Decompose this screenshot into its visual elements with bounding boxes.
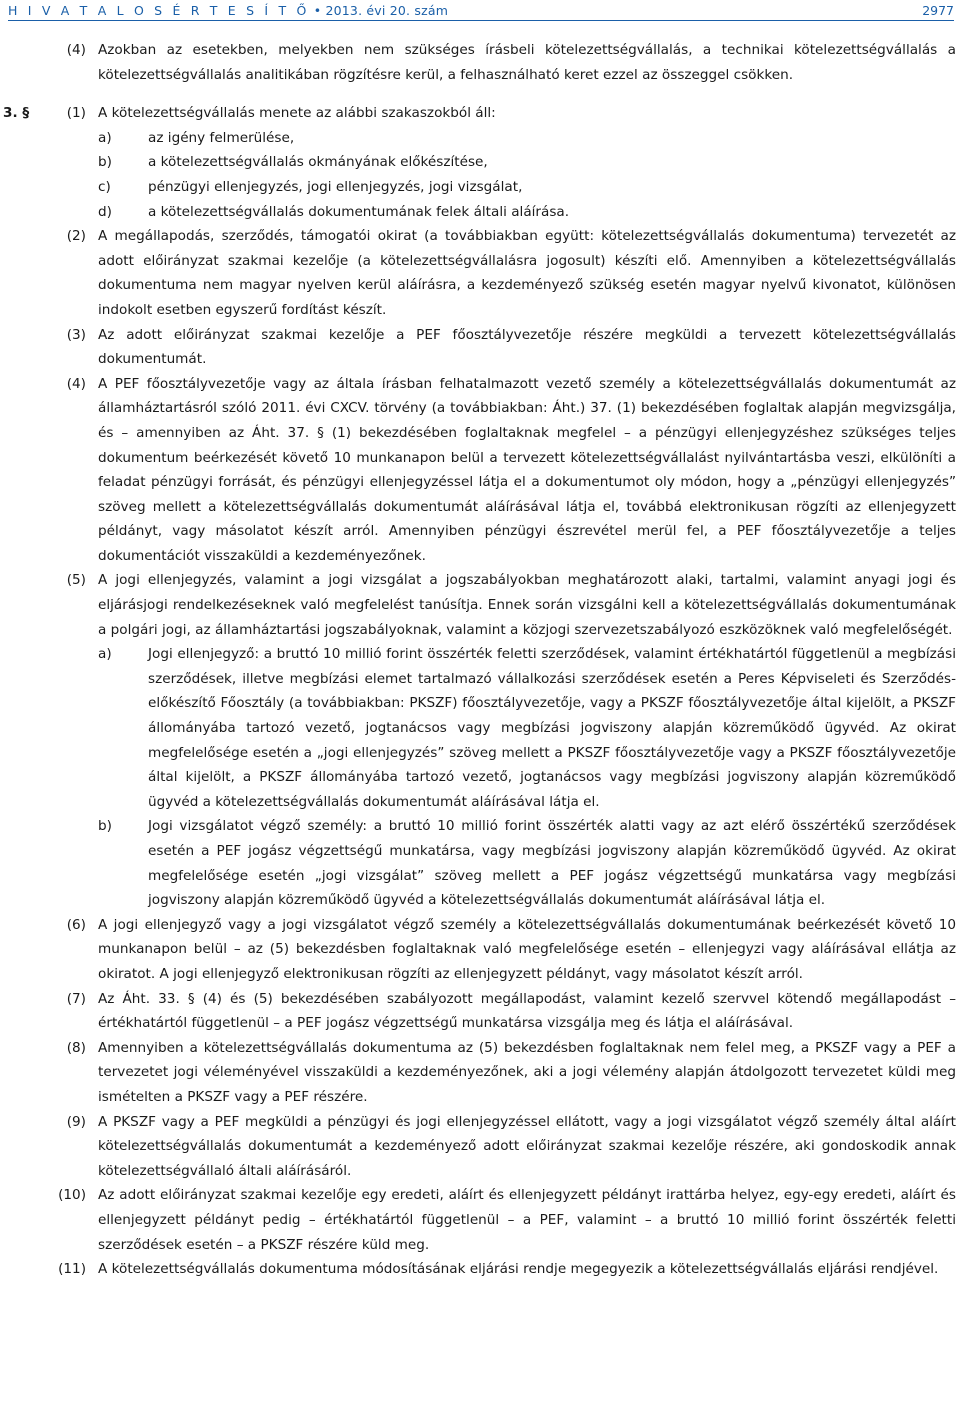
paragraph-text: Azokban az esetekben, melyekben nem szükséges írásbeli kötelezettségvállalás, a technikai kötelezettségvállalás a kötelezettségvállalás analitikában rögzítésre kerül, a felhasználható keret ezzel az összeggel csökken. <box>98 42 956 83</box>
paragraph-text: A kötelezettségvállalás dokumentuma módosításának eljárási rendje megegyezik a kötelezettségvállalás eljárási rendjével. <box>98 1261 939 1278</box>
section-3-paragraph-2 <box>0 224 960 322</box>
paragraph-text: Az Áht. 33. § (4) és (5) bekezdésében szabályozott megállapodást, valamint kezelő szervvel kötendő megállapodást – értékhatártól függetlenül – a PEF jogász végzettségű munkatársa vizsgálja meg és látja el aláírásával. <box>98 990 956 1032</box>
item-text: a kötelezettségvállalás dokumentumának felek általi aláírása. <box>148 203 570 220</box>
paragraph-number: (11) <box>58 1261 86 1278</box>
list-item <box>0 642 960 814</box>
list-item <box>0 126 960 151</box>
paragraph-number: (5) <box>66 572 86 589</box>
section-3-paragraph-6 <box>0 913 960 987</box>
paragraph-text: Az adott előirányzat szakmai kezelője a PEF főosztályvezetője részére megküldi a tervezett kötelezettségvállalás dokumentumát. <box>98 326 956 368</box>
list-item <box>0 200 960 225</box>
document-body <box>0 38 960 1282</box>
running-header <box>0 0 960 22</box>
item-label: b) <box>98 818 112 835</box>
paragraph-number: (3) <box>66 326 86 343</box>
item-text: az igény felmerülése, <box>148 129 295 146</box>
paragraph-number: (2) <box>66 228 86 245</box>
section-label: 3. § <box>3 105 30 122</box>
paragraph-number: (1) <box>66 105 86 122</box>
item-text: Jogi ellenjegyző: a bruttó 10 millió forint összérték feletti szerződések, valamint értékhatártól függetlenül a megbízási szerződések, illetve megbízási elemet tartalmazó vállalkozási szerződések esetén a Peres Képviseleti és Szerződés-előkészítő Főosztály (a továbbiakban: PKSZF) főosztályvezetője, vagy a PKSZF főosztályvezetője által kijelölt, a PKSZF állományába tartozó vezető, jogtanácsos vagy megbízási jogviszony alapján közreműködő ügyvéd. Az okirat megfelelősége esetén a „jogi ellenjegyzés” szöveg mellett a PKSZF főosztályvezetője vagy a PKSZF főosztályvezetője által kijelölt, a PKSZF állományába tartozó vezető, jogtanácsos vagy megbízási jogviszony alapján közreműködő ügyvéd a kötelezettségvállalás dokumentumát aláírásával látja el. <box>148 646 956 810</box>
page-number: 2977 <box>922 3 954 18</box>
item-label: c) <box>98 178 111 195</box>
item-label: a) <box>98 646 112 663</box>
paragraph-text: Az adott előirányzat szakmai kezelője egy eredeti, aláírt és ellenjegyzett példányt irattárba helyez, egy-egy eredeti, aláírt és ellenjegyzett példányt pedig – értékhatártól függetlenül – a PEF, valamint – a bruttó 10 millió forint összérték feletti szerződések esetén – a PKSZF részére küld meg. <box>98 1187 956 1253</box>
section-3-paragraph-9 <box>0 1110 960 1184</box>
paragraph-text: A jogi ellenjegyzés, valamint a jogi vizsgálat a jogszabályokban meghatározott alaki, tartalmi, valamint anyagi jogi és eljárásjogi rendelkezéseknek való megfelelést tanúsítja. Ennek során vizsgálni kell a kötelezettségvállalás dokumentumának a polgári jogi, az államháztartási jogszabályoknak, valamint a közjogi szervezetszabályozó eszközöknek való megfelelőségét. <box>98 572 956 638</box>
item-text: Jogi vizsgálatot végző személy: a bruttó 10 millió forint összérték alatti vagy az azt elérő összértékű szerződések esetén a PEF jogász végzettségű munkatársa, vagy megbízási jogviszony alapján közreműködő ügyvéd. Az okirat megfelelősége esetén „jogi vizsgálat” szöveg mellett a PEF jogász végzettségű munkatársa vagy megbízási jogviszony alapján közreműködő ügyvéd a kötelezettségvállalás dokumentumát aláírásával látja el. <box>148 818 956 909</box>
item-text: a kötelezettségvállalás okmányának előkészítése, <box>148 154 488 171</box>
paragraph-text: A megállapodás, szerződés, támogatói okirat (a továbbiakban együtt: kötelezettségvállalás dokumentuma) tervezetét az adott előirányzat szakmai kezelője (a kötelezettségvállalásra jogosult) készíti elő. Amennyiben a kötelezettségvállalás dokumentuma nem magyar nyelven kerül aláírásra, a kezdeményező szükség esetén magyar nyelvű kivonatot, különösen indokolt esetben egyszerű fordítást készít. <box>98 228 956 318</box>
section-3-paragraph-3 <box>0 323 960 372</box>
paragraph-number: (10) <box>58 1187 86 1204</box>
paragraph-number: (9) <box>66 1113 86 1130</box>
paragraph-number: (4) <box>66 375 86 392</box>
item-label: b) <box>98 154 112 171</box>
paragraph-text: A PEF főosztályvezetője vagy az általa írásban felhatalmazott vezető személy a kötelezettségvállalás dokumentumát az államháztartásról szóló 2011. évi CXCV. törvény (a továbbiakban: Áht.) 37. (1) bekezdésében foglaltak alapján megvizsgálja, és – amennyiben az Áht. 37. § (1) bekezdésében foglaltaknak megfelel – a pénzügyi ellenjegyzéshez szükséges teljes dokumentum beérkezését követő 10 munkanapon belül a tervezett kötelezettségvállalást nyilvántartásba veszi, elkülöníti a feladat pénzügyi forrását, és pénzügyi ellenjegyzéssel látja el a dokumentumot oly módon, hogy a „pénzügyi ellenjegyzés” szöveg mellett a kötelezettségvállalás dokumentumát aláírásával látja el, továbbá elektronikusan rögzíti az ellenjegyzett példányt, vagy másolatot készít arról. Amennyiben pénzügyi észrevétel merül fel, a PEF főosztályvezetője a teljes dokumentációt visszaküldi a kezdeményezőnek. <box>98 375 956 564</box>
paragraph-number: (6) <box>66 916 86 933</box>
item-label: d) <box>98 203 112 220</box>
list-item <box>0 814 960 912</box>
section-3-paragraph-11 <box>0 1257 960 1282</box>
section-3-paragraph-8 <box>0 1036 960 1110</box>
journal-title: H I V A T A L O S É R T E S Í T Ő <box>8 3 310 18</box>
item-text: pénzügyi ellenjegyzés, jogi ellenjegyzés, jogi vizsgálat, <box>148 178 523 195</box>
header-journal-issue: H I V A T A L O S É R T E S Í T Ő • 2013. évi 20. szám <box>8 3 449 18</box>
section-3-paragraph-7 <box>0 987 960 1036</box>
paragraph-text: A jogi ellenjegyző vagy a jogi vizsgálatot végző személy a kötelezettségvállalás dokumentumának beérkezését követő 10 munkanapon belül – az (5) bekezdésben foglaltaknak való megfelelősége esetén – ellenjegyzi vagy aláírásával ellátja az okiratot. A jogi ellenjegyző elektronikusan rögzíti az ellenjegyzett példányt, vagy másolatot készít arról. <box>98 916 956 982</box>
section-3-paragraph-1 <box>0 101 960 126</box>
item-label: a) <box>98 129 112 146</box>
paragraph-number: (8) <box>66 1039 86 1056</box>
section-3-paragraph-4 <box>0 372 960 569</box>
paragraph-number: (4) <box>66 42 86 58</box>
paragraph-text: A kötelezettségvállalás menete az alábbi szakaszokból áll: <box>98 105 496 122</box>
section-3-paragraph-10 <box>0 1183 960 1257</box>
paragraph-text: Amennyiben a kötelezettségvállalás dokumentuma az (5) bekezdésben foglaltaknak nem felel meg, a PKSZF vagy a PEF a tervezetet jogi véleményével visszaküldi a kezdeményezőnek, aki a jogi vélemény alapján átdolgozott tervezetet küldi meg ismételten a PKSZF vagy a PEF részére. <box>98 1039 956 1105</box>
list-item <box>0 150 960 175</box>
paragraph-text: A PKSZF vagy a PEF megküldi a pénzügyi és jogi ellenjegyzéssel ellátott, vagy a jogi vizsgálatot végző személy által aláírt kötelezettségvállalás dokumentumát a kezdeményező adott előirányzat szakmai kezelője részére, aki gondoskodik annak kötelezettségvállaló általi aláírásáról. <box>98 1113 956 1179</box>
paragraph-prev-4 <box>0 38 960 87</box>
issue-number: 2013. évi 20. szám <box>325 3 449 18</box>
section-3-paragraph-5 <box>0 568 960 642</box>
paragraph-number: (7) <box>66 990 86 1007</box>
header-rule <box>8 20 954 21</box>
list-item <box>0 175 960 200</box>
